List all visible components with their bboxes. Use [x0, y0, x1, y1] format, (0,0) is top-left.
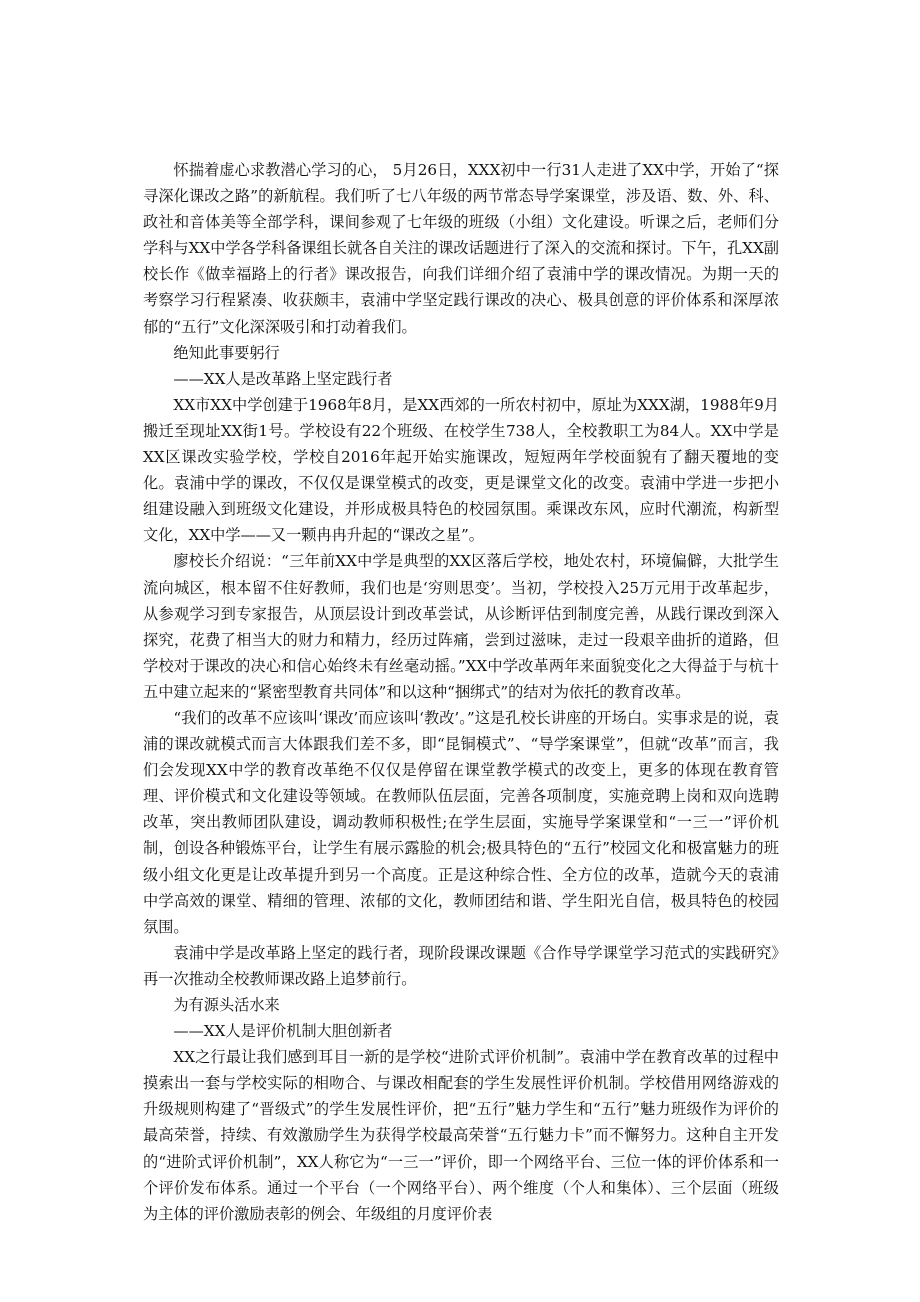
research-paragraph: 袁浦中学是改革路上坚定的践行者，现阶段课改课题《合作导学课堂学习范式的实践研究》再一次推动全校教师课改路上追梦前行。 — [143, 943, 779, 988]
document-body — [143, 157, 779, 1227]
section-heading-2: 为有源头活水来 — [173, 996, 280, 1014]
school-history-paragraph: XX市XX中学创建于1968年8月，是XX西郊的一所农村初中，原址为XXX湖，1988年9月搬迁至现址XX街1号。学校设有22个班级、在校学生738人，全校教职工为84人。XX中学是XX区课改实验学校，学校自2016年起开始实施课改，短短两年学校面貌有了翻天覆地的变化。袁浦中学的课改，不仅仅是课堂模式的改变，更是课堂文化的改变。袁浦中学进一步把小组建设融入到班级文化建设，并形成极具特色的校园氛围。乘课改东风，应时代潮流，构新型文化，XX中学——又一颗冉冉升起的“课改之星”。 — [143, 395, 779, 545]
intro-paragraph: 怀揣着虚心求教潜心学习的心， 5月26日，XXX初中一行31人走进了XX中学，开始了“探寻深化课改之路”的新航程。我们听了七八年级的两节常态导学案课堂，涉及语、数、外、科、政社和音体美等全部学科，课间参观了七年级的班级（小组）文化建设。听课之后，老师们分学科与XX中学各学科备课组长就各自关注的课改话题进行了深入的交流和探讨。下午，孔XX副校长作《做幸福路上的行者》课改报告，向我们详细介绍了袁浦中学的课改情况。为期一天的考察学习行程紧凑、收获颇丰，袁浦中学坚定践行课改的决心、极具创意的评价体系和深厚浓郁的“五行”文化深深吸引和打动着我们。 — [143, 161, 779, 336]
section-heading-1: 绝知此事要躬行 — [173, 343, 280, 362]
principal-quote-paragraph: 廖校长介绍说：“三年前XX中学是典型的XX区落后学校，地处农村，环境偏僻，大批学生流向城区，根本留不住好教师，我们也是‘穷则思变’。当初，学校投入25万元用于改革起步，从参观学习到专家报告，从顶层设计到改革尝试，从诊断评估到制度完善，从践行课改到深入探究，花费了相当大的财力和精力，经历过阵痛，尝到过滋味，走过一段艰辛曲折的道路，但学校对于课改的决心和信心始终未有丝毫动摇。”XX中学改革两年来面貌变化之大得益于与杭十五中建立起来的“紧密型教育共同体”和以这种“捆绑式”的结对为依托的教育改革。 — [143, 552, 779, 701]
reform-paragraph: “我们的改革不应该叫‘课改’而应该叫‘教改’。”这是孔校长讲座的开场白。实事求是的说，袁浦的课改就模式而言大体跟我们差不多，即“昆铜模式”、“导学案课堂”，但就“改革”而言，我们会发现XX中学的教育改革绝不仅仅是停留在课堂教学模式的改变上，更多的体现在教育管理、评价模式和文化建设等领域。在教师队伍层面，完善各项制度，实施竞聘上岗和双向选聘改革，突出教师团队建设，调动教师积极性;在学生层面，实施导学案课堂和“一三一”评价机制，创设各种锻炼平台，让学生有展示露脸的机会;极具特色的“五行”校园文化和极富魅力的班级小组文化更是让改革提升到另一个高度。正是这种综合性、全方位的改革，造就今天的袁浦中学高效的课堂、精细的管理、浓郁的文化，教师团结和谐、学生阳光自信，极具特色的校园氛围。 — [143, 708, 779, 936]
section-subheading-1: ——XX人是改革路上坚定践行者 — [173, 369, 393, 388]
section-subheading-2: ——XX人是评价机制大胆创新者 — [173, 1022, 393, 1041]
evaluation-paragraph: XX之行最让我们感到耳目一新的是学校“进阶式评价机制”。袁浦中学在教育改革的过程中摸索出一套与学校实际的相吻合、与课改相配套的学生发展性评价机制。学校借用网络游戏的升级规则构建了“晋级式”的学生发展性评价，把“五行”魅力学生和“五行”魅力班级作为评价的最高荣誉，持续、有效激励学生为获得学校最高荣誉“五行魅力卡”而不懈努力。这种自主开发的“进阶式评价机制”，XX人称它为“一三一”评价，即一个网络平台、三位一体的评价体系和一个评价发布体系。通过一个平台（一个网络平台）、两个维度（个人和集体）、三个层面（班级为主体的评价激励表彰的例会、年级组的月度评价表 — [143, 1048, 779, 1223]
